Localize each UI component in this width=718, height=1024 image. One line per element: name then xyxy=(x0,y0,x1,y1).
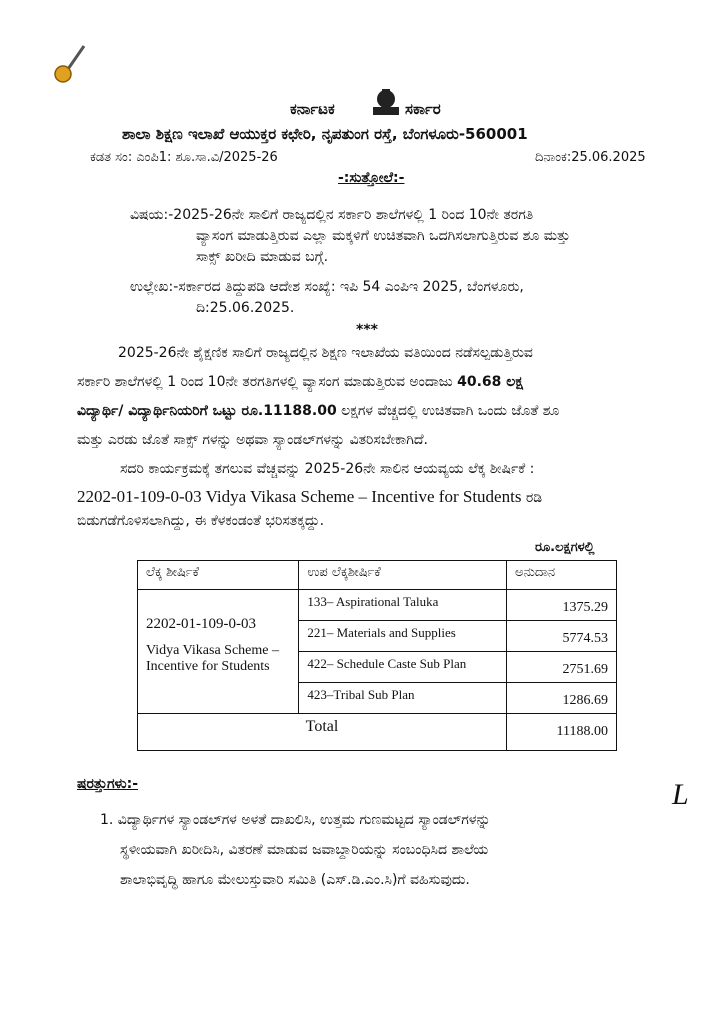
para1-line-1: 2025-26ನೇ ಶೈಕ್ಷಣಿಕ ಸಾಲಿಗೆ ರಾಜ್ಯದಲ್ಲಿನ ಶಿಕ್ಷಣ ಇಲಾಖೆಯ ವತಿಯಿಂದ ನಡೆಸಲ್ಪಡುತ್ತಿರುವ xyxy=(118,345,533,361)
subject-line-2: ವ್ಯಾಸಂಗ ಮಾಡುತ್ತಿರುವ ಎಲ್ಲಾ ಮಕ್ಕಳಿಗೆ ಉಚಿತವಾಗಿ ಒದಗಿಸಲಾಗುತ್ತಿರುವ ಶೂ ಮತ್ತು xyxy=(196,228,571,244)
gov-name-right: ಸರ್ಕಾರ xyxy=(405,100,441,118)
condition-1-line-3: ಶಾಲಾಭಿವೃದ್ಧಿ ಹಾಗೂ ಮೇಲುಸ್ತುವಾರಿ ಸಮಿತಿ (ಎಸ್.ಡಿ.ಎಂ.ಸಿ)ಗೆ ವಹಿಸುವುದು. xyxy=(120,872,470,888)
budget-head-text: 2202-01-109-0-03 Vidya Vikasa Scheme – Incentive for Students xyxy=(77,487,522,506)
header-sub-head: ಉಪ ಲೆಕ್ಕಶೀರ್ಷಿಕೆ xyxy=(299,561,507,590)
pin-icon xyxy=(50,40,100,90)
sub-head-cell: 422– Schedule Caste Sub Plan xyxy=(299,652,507,683)
karnataka-emblem-icon xyxy=(368,85,404,119)
para1-line-2 xyxy=(77,374,523,390)
para1-line-4: ಮತ್ತು ಎರಡು ಜೊತೆ ಸಾಕ್ಸ್ ಗಳನ್ನು ಅಥವಾ ಸ್ಯಾಂಡಲ್‌ಗಳನ್ನು ವಿತರಿಸಬೇಕಾಗಿದೆ. xyxy=(77,432,428,448)
allocation-table xyxy=(137,560,617,751)
para1-line-2-text: ಸರ್ಕಾರಿ ಶಾಲೆಗಳಲ್ಲಿ 1 ರಿಂದ 10ನೇ ತರಗತಿಗಳಲ್ಲಿ ವ್ಯಾಸಂಗ ಮಾಡುತ್ತಿರುವ ಅಂದಾಜು xyxy=(77,374,458,390)
subject-line-1: ವಿಷಯ:-2025-26ನೇ ಸಾಲಿಗೆ ರಾಜ್ಯದಲ್ಲಿನ ಸರ್ಕಾರಿ ಶಾಲೆಗಳಲ್ಲಿ 1 ರಿಂದ 10ನೇ ತರಗತಿ xyxy=(130,207,534,223)
account-head-code: 2202-01-109-0-03 xyxy=(146,616,256,632)
header-account-head: ಲೆಕ್ಕ ಶೀರ್ಷಿಕೆ xyxy=(138,561,299,590)
amount-cell: 1286.69 xyxy=(507,683,617,714)
sub-head-cell: 133– Aspirational Taluka xyxy=(299,590,507,621)
issue-date: ದಿನಾಂಕ:25.06.2025 xyxy=(535,150,646,165)
office-address: ಶಾಲಾ ಶಿಕ್ಷಣ ಇಲಾಖೆ ಆಯುಕ್ತರ ಕಛೇರಿ, ನೃಪತುಂಗ ರಸ್ತೆ, ಬೆಂಗಳೂರು-560001 xyxy=(122,125,528,143)
condition-1-line-2: ಸ್ಥಳೀಯವಾಗಿ ಖರೀದಿಸಿ, ವಿತರಣೆ ಮಾಡುವ ಜವಾಬ್ದಾರಿಯನ್ನು ಸಂಬಂಧಿಸಿದ ಶಾಲೆಯ xyxy=(120,842,489,858)
amount-cell: 5774.53 xyxy=(507,621,617,652)
gov-name-left: ಕರ್ನಾಟಕ xyxy=(290,100,335,118)
para2-line-3: ಬಿಡುಗಡೆಗೊಳಿಸಲಾಗಿದ್ದು, ಈ ಕೆಳಕಂಡಂತೆ ಭರಿಸತಕ್ಕದ್ದು. xyxy=(77,513,325,529)
total-row xyxy=(138,714,617,751)
file-number: ಕಡತ ಸಂ: ಎಂಪಿ1: ಶೂ.ಸಾ.ವಿ/2025-26 xyxy=(90,150,278,165)
reference-line-2: ದಿ:25.06.2025. xyxy=(196,300,295,316)
table-header-row xyxy=(138,561,617,590)
para2-line-2-tail: ರಡಿ xyxy=(521,490,543,506)
sub-head-cell: 221– Materials and Supplies xyxy=(299,621,507,652)
total-amount: 11188.00 xyxy=(507,714,617,751)
reference-line-1: ಉಲ್ಲೇಖ:-ಸರ್ಕಾರದ ತಿದ್ದುಪಡಿ ಆದೇಶ ಸಂಖ್ಯೆ: ಇಪಿ 54 ಎಂಪಿಇ 2025, ಬೆಂಗಳೂರು, xyxy=(130,279,524,295)
amount-cell: 2751.69 xyxy=(507,652,617,683)
separator: *** xyxy=(356,322,378,338)
table-row xyxy=(138,590,617,621)
para2-line-1: ಸದರಿ ಕಾರ್ಯಕ್ರಮಕ್ಕೆ ತಗಲುವ ವೆಚ್ಚವನ್ನು 2025-26ನೇ ಸಾಲಿನ ಆಯವ್ಯಯ ಲೆಕ್ಕ ಶೀರ್ಷಿಕೆ : xyxy=(120,461,535,477)
total-amount-text: ವಿದ್ಯಾರ್ಥಿ/ ವಿದ್ಯಾರ್ಥಿನಿಯರಿಗೆ ಒಟ್ಟು ರೂ.11188.00 xyxy=(77,403,337,419)
account-head-cell xyxy=(138,590,299,714)
handwritten-mark: L xyxy=(672,778,689,811)
header-grant: ಅನುದಾನ xyxy=(507,561,617,590)
para1-line-3-text: ಲಕ್ಷಗಳ ವೆಚ್ಚದಲ್ಲಿ ಉಚಿತವಾಗಿ ಒಂದು ಜೊತೆ ಶೂ xyxy=(336,403,560,419)
sub-head-cell: 423–Tribal Sub Plan xyxy=(299,683,507,714)
conditions-heading: ಷರತ್ತುಗಳು:- xyxy=(77,776,139,792)
student-count: 40.68 ಲಕ್ಷ xyxy=(457,374,523,390)
account-head-name: Vidya Vikasa Scheme – Incentive for Students xyxy=(146,643,279,674)
amount-cell: 1375.29 xyxy=(507,590,617,621)
total-label: Total xyxy=(138,714,507,751)
circular-title: -:ಸುತ್ತೋಲೆ:- xyxy=(338,170,405,186)
units-label: ರೂ.ಲಕ್ಷಗಳಲ್ಲಿ xyxy=(535,540,595,555)
para1-line-3 xyxy=(77,403,559,419)
condition-1-line-1: 1. ವಿದ್ಯಾರ್ಥಿಗಳ ಸ್ಯಾಂಡಲ್‌ಗಳ ಅಳತೆ ದಾಖಲಿಸಿ, ಉತ್ತಮ ಗುಣಮಟ್ಟದ ಸ್ಯಾಂಡಲ್‌ಗಳನ್ನು xyxy=(100,812,491,828)
subject-line-3: ಸಾಕ್ಸ್ ಖರೀದಿ ಮಾಡುವ ಬಗ್ಗೆ. xyxy=(196,249,329,265)
